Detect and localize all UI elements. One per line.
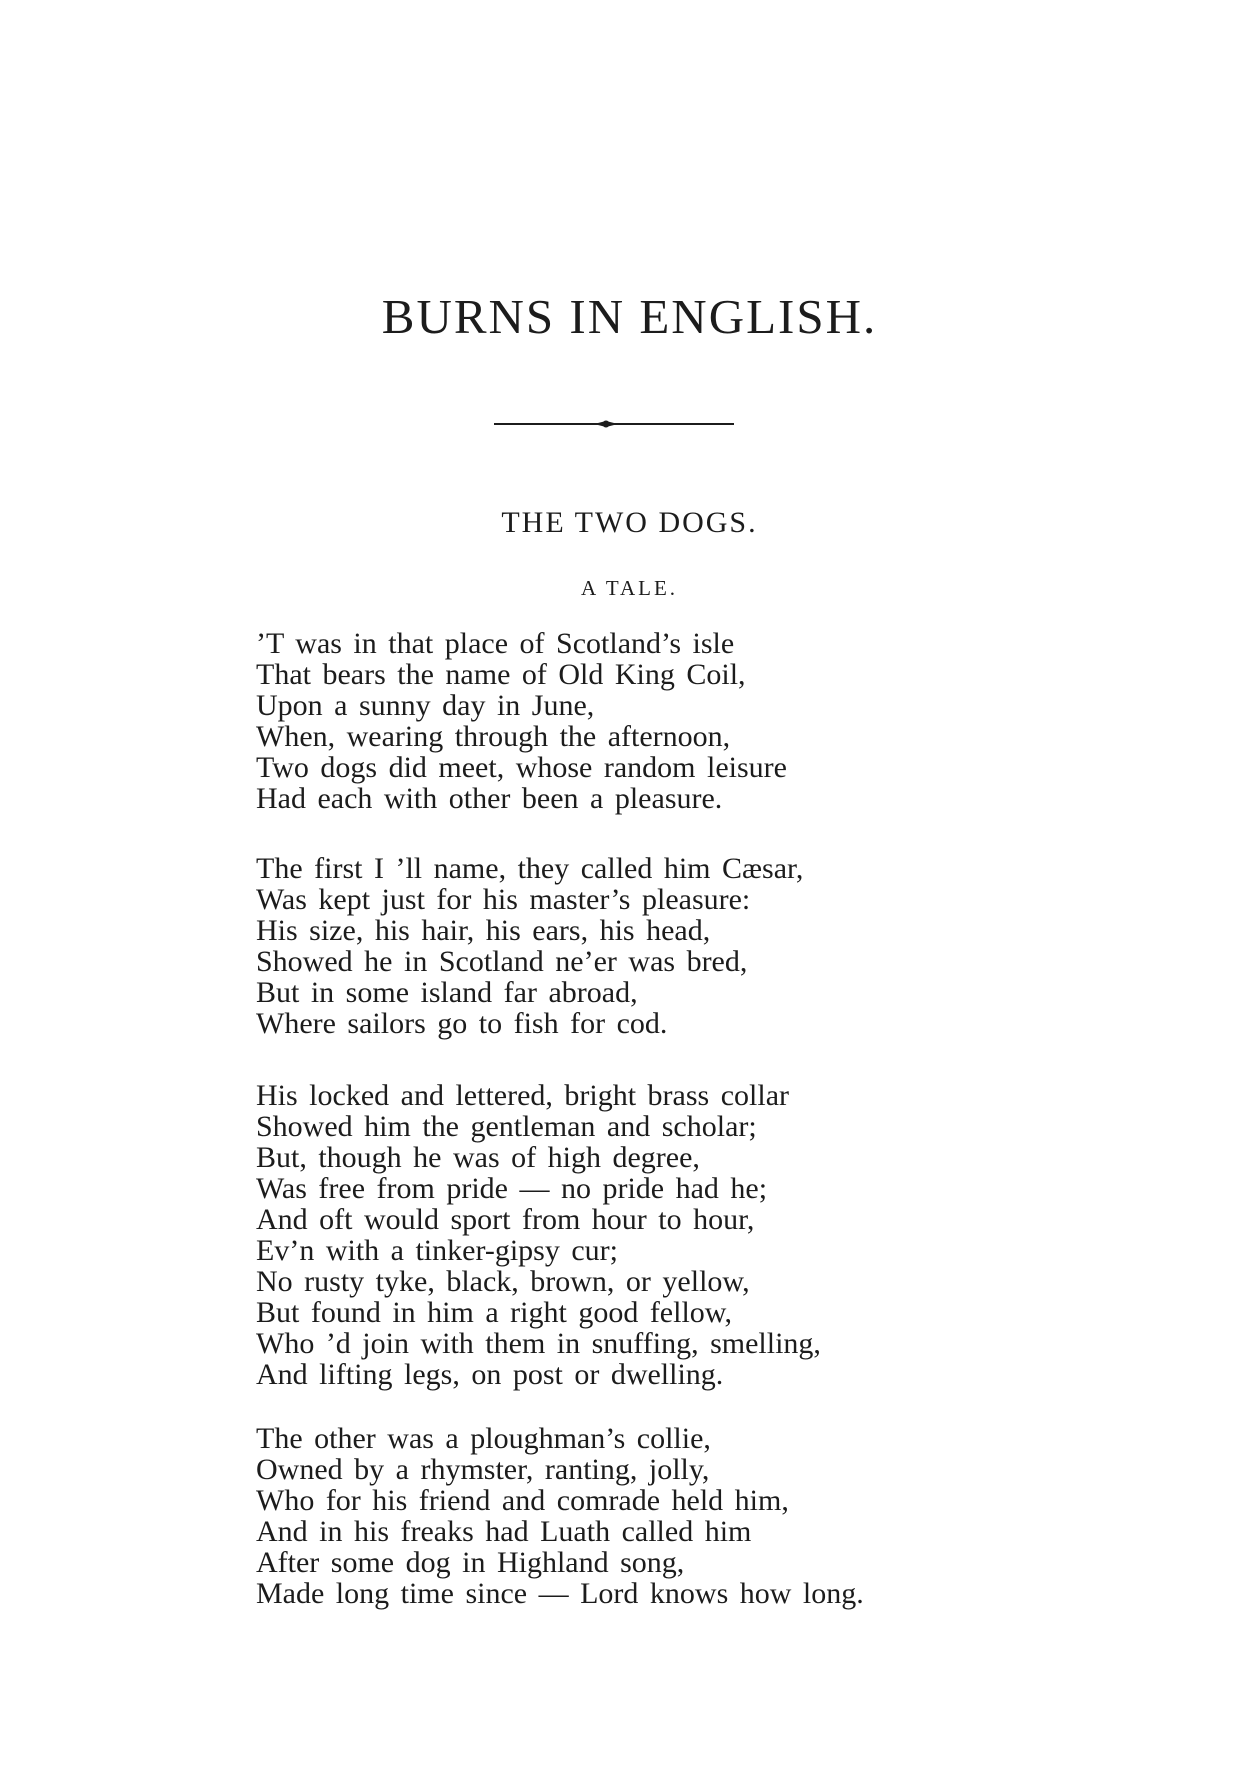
verse-line: ’T was in that place of Scotland’s isle bbox=[256, 627, 735, 660]
verse-line: Who ’d join with them in snuffing, smelling, bbox=[256, 1327, 821, 1360]
verse-line: After some dog in Highland song, bbox=[256, 1546, 685, 1579]
verse-line: And oft would sport from hour to hour, bbox=[256, 1203, 755, 1236]
verse-line: Was free from pride — no pride had he; bbox=[256, 1172, 768, 1205]
ornament-divider bbox=[494, 418, 734, 430]
stanza-2 bbox=[256, 853, 803, 1039]
verse-line: Showed he in Scotland ne’er was bred, bbox=[256, 945, 748, 978]
verse-line: But found in him a right good fellow, bbox=[256, 1296, 733, 1329]
verse-line: But, though he was of high degree, bbox=[256, 1141, 700, 1174]
verse-line: Was kept just for his master’s pleasure: bbox=[256, 883, 751, 916]
verse-line: That bears the name of Old King Coil, bbox=[256, 658, 746, 691]
verse-line: Ev’n with a tinker-gipsy cur; bbox=[256, 1234, 618, 1267]
verse-line: Who for his friend and comrade held him, bbox=[256, 1484, 789, 1517]
verse-line: His size, his hair, his ears, his head, bbox=[256, 914, 711, 947]
verse-line: Upon a sunny day in June, bbox=[256, 689, 595, 722]
verse-line: Where sailors go to fish for cod. bbox=[256, 1007, 668, 1040]
stanza-3 bbox=[256, 1080, 821, 1390]
verse-line: Showed him the gentleman and scholar; bbox=[256, 1110, 757, 1143]
verse-line: Made long time since — Lord knows how long. bbox=[256, 1577, 864, 1610]
verse-line: The other was a ploughman’s collie, bbox=[256, 1422, 711, 1455]
verse-line: Two dogs did meet, whose random leisure bbox=[256, 751, 787, 784]
book-title: BURNS IN ENGLISH. bbox=[381, 289, 878, 344]
stanza-4 bbox=[256, 1423, 864, 1609]
verse-line: Had each with other been a pleasure. bbox=[256, 782, 723, 815]
verse-line: When, wearing through the afternoon, bbox=[256, 720, 731, 753]
verse-line: Owned by a rhymster, ranting, jolly, bbox=[256, 1453, 710, 1486]
poem-subtitle: A TALE. bbox=[580, 576, 679, 600]
verse-line: No rusty tyke, black, brown, or yellow, bbox=[256, 1265, 750, 1298]
verse-line: And in his freaks had Luath called him bbox=[256, 1515, 752, 1548]
verse-line: The first I ’ll name, they called him Cæsar, bbox=[256, 852, 804, 885]
stanza-1 bbox=[256, 628, 787, 814]
poem-title: THE TWO DOGS. bbox=[501, 506, 758, 539]
verse-line: His locked and lettered, bright brass collar bbox=[256, 1079, 790, 1112]
verse-line: But in some island far abroad, bbox=[256, 976, 638, 1009]
verse-line: And lifting legs, on post or dwelling. bbox=[256, 1358, 724, 1391]
